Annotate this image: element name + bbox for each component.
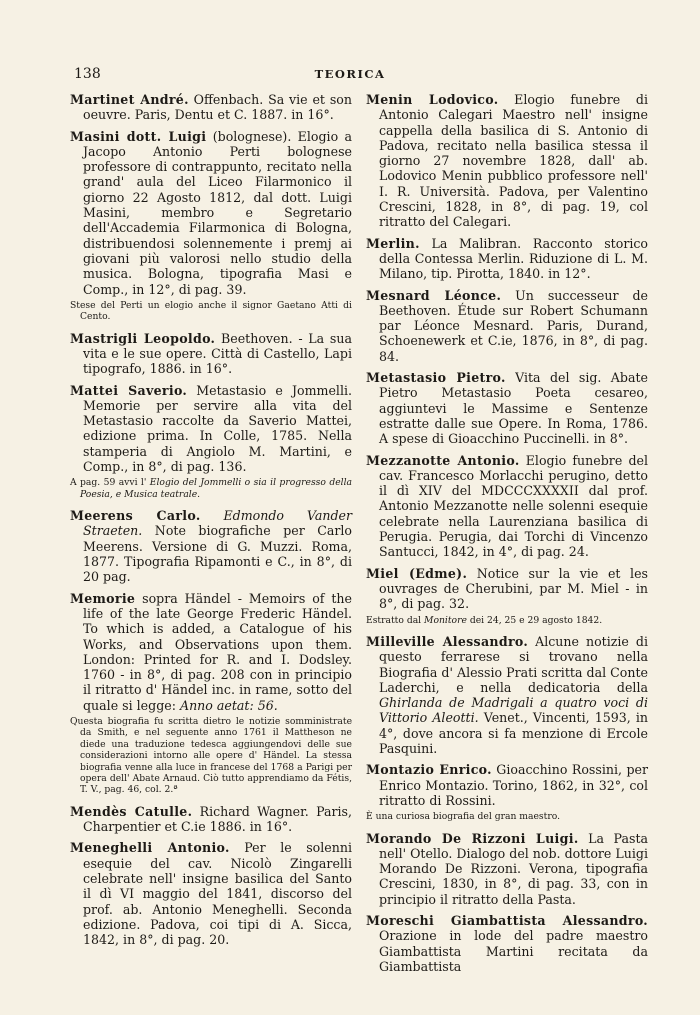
entry-text: Vita del sig. Abate Pietro Metastasio Poeta cesareo, aggiuntevi le Massime e Sentenze estratte dalle sue Opere. In Roma, 1786. A spese di Gioacchino Puccinelli. in 8°. bbox=[379, 370, 648, 447]
running-title: TEORICA bbox=[314, 67, 386, 81]
entry-text: Orazione in lode del padre maestro Giambattista Martini recitata da Giambattista bbox=[379, 928, 648, 974]
bibliography-entry bbox=[366, 634, 648, 756]
bibliography-entry bbox=[70, 383, 352, 475]
bibliography-entry bbox=[366, 913, 648, 974]
entry-text: La Pasta nell' Otello. Dialogo del nob. dottore Luigi Morando De Rizzoni. Verona, tipografia Crescini, 1830, in 8°, di pag. 33, con in principio il ritratto della Pasta. bbox=[379, 830, 649, 907]
bibliography-entry bbox=[366, 831, 648, 907]
right-column bbox=[366, 92, 648, 980]
entry-italic-title: Ghirlanda de Madrigali a quatro voci di Vittorio Aleotti. bbox=[379, 695, 648, 726]
entry-text: Un successeur de Beethoven. Étude sur Robert Schumann par Léonce Mesnard. Paris, Durand, Schoenewerk et C.ie, 1876, in 8°, di pag. 84. bbox=[379, 287, 648, 364]
entry-author: Milleville Alessandro. bbox=[366, 633, 529, 649]
entry-author: Metastasio Pietro. bbox=[366, 370, 506, 386]
entry-text: sopra Händel - Memoirs of the life of the late George Frederic Händel. To which is added, a Catalogue of his Works, and Observations upon them. London: Printed for R. and I. Dodsley. 1760 - in 8°, di pag. 208 con in principio il ritratto d' Händel inc. in rame, sotto del quale si legge: bbox=[83, 590, 352, 713]
entry-text: Notice sur la vie et les ouvrages de Cherubini, par M. Miel - in 8°, di pag. 32. bbox=[379, 565, 648, 612]
note-text: Estratto dal bbox=[366, 614, 425, 626]
entry-italic-author: Edmondo Vander Straeten. bbox=[83, 508, 352, 539]
entry-author: Miel (Edme). bbox=[366, 565, 468, 581]
entry-note bbox=[70, 477, 352, 500]
note-italic-title: Elogio del Jommelli o sia il progresso della Poesia, e Musica teatrale. bbox=[80, 477, 352, 500]
entry-italic-inscription: Anno aetat: 56. bbox=[179, 697, 278, 713]
bibliography-entry bbox=[366, 566, 648, 612]
entry-author: Mesnard Léonce. bbox=[366, 287, 502, 303]
note-text-end: dei 24, 25 e 29 agosto 1842. bbox=[466, 614, 603, 626]
entry-text: Metastasio e Jommelli. Memorie per servire alla vita del Metastasio raccolte da Saverio Mattei, edizione prima. In Colle, 1785. Nella stamperia di Angiolo M. Martini, e Comp., in 8°, di pag. 136. bbox=[83, 382, 352, 475]
note-text: A pag. 59 avvi l' bbox=[70, 477, 150, 489]
entry-text: Note biografiche per Carlo Meerens. Versione di G. Muzzi. Roma, 1877. Tipografia Ripamonti e C., in 8°, di 20 pag. bbox=[83, 523, 352, 585]
entry-author: Mendès Catulle. bbox=[70, 803, 193, 819]
entry-text: Alcune notizie di questo ferrarese si trovano nella Biografia d' Alessio Prati scritta dal Conte Laderchi, e nella dedicatoria della bbox=[379, 633, 648, 695]
entry-author: Morando De Rizzoni Luigi. bbox=[366, 830, 579, 846]
bibliography-entry bbox=[366, 762, 648, 808]
note-italic-title: Monitore bbox=[424, 614, 467, 626]
entry-text: Elogio funebre del cav. Francesco Morlacchi perugino, detto il dì XIV del MDCCCXXXXII dal prof. Antonio Mezzanotte nelle solenni esequie celebrate nella Laurenziana basilica di Perugia. Perugia, dai Torchi di Vincenzo Santucci, 1842, in 4°, di pag. 24. bbox=[379, 452, 648, 560]
entry-text: Per le solenni esequie del cav. Nicolò Zingarelli celebrate nell' insigne basilica del Santo il dì VI maggio del 1841, discorso del prof. ab. Antonio Meneghelli. Seconda edizione. Padova, coi tipi di A. Sicca, 1842, in 8°, di pag. 20. bbox=[83, 840, 352, 948]
entry-text: Beethoven. - La sua vita e le sue opere. Città di Castello, Lapi tipografo, 1886. in 16°. bbox=[83, 330, 352, 377]
bibliography-entry bbox=[70, 331, 352, 377]
bibliography-entry bbox=[70, 591, 352, 713]
bibliography-entry bbox=[366, 236, 648, 282]
bibliography-entry bbox=[366, 370, 648, 446]
entry-author: Menin Lodovico. bbox=[366, 92, 499, 107]
entry-author: Montazio Enrico. bbox=[366, 762, 492, 778]
entry-text-end: Venet., Vincenti, 1593, in 4°, dove ancora si fa menzione di Ercole Pasquini. bbox=[379, 710, 648, 756]
page-number: 138 bbox=[74, 66, 101, 82]
entry-text: La Malibran. Racconto storico della Contessa Merlin. Riduzione di L. M. Milano, tip. Pirotta, 1840. in 12°. bbox=[379, 235, 648, 282]
entry-author: Martinet André. bbox=[70, 92, 189, 107]
bibliography-entry bbox=[70, 92, 352, 123]
entry-note: È una curiosa biografia del gran maestro. bbox=[366, 811, 561, 823]
bibliography-entry bbox=[366, 288, 648, 364]
page-header bbox=[74, 66, 626, 88]
entry-author: Merlin. bbox=[366, 235, 420, 251]
entry-author: Masini dott. Luigi bbox=[70, 128, 207, 144]
entry-author: Mezzanotte Antonio. bbox=[366, 452, 520, 468]
entry-note: Questa biografia fu scritta dietro le notizie somministrate da Smith, e nel seguente anno 1761 il Mattheson ne diede una traduzione tedesca aggiungendovi delle sue considerazioni intorno alle opere d' Händel. La stessa biografia venne alla luce in francese del 1768 a Parigi per opera dell' Abate Arnaud. Ciò tutto apprendiamo da Fétis, T. V., pag. 46, col. 2.ª bbox=[70, 716, 352, 796]
entry-author: Mastrigli Leopoldo. bbox=[70, 330, 216, 346]
entry-author: Memorie bbox=[70, 590, 136, 606]
bibliography-entry bbox=[366, 453, 648, 560]
bibliography-entry bbox=[70, 129, 352, 297]
entry-text: (bolognese). Elogio a Jacopo Antonio Perti bolognese professore di contrappunto, recitato nella grand' aula del Liceo Filarmonico il giorno 22 Agosto 1812, dal dott. Luigi Masini, membro e Segretario dell'Accademia Filarmonica di Bologna, distribuendosi solennemente i premj ai giovani più valorosi nello studio della musica. Bologna, tipografia Masi e Comp., in 12°, di pag. 39. bbox=[83, 128, 352, 297]
entry-note: Stese del Perti un elogio anche il signor Gaetano Atti di Cento. bbox=[70, 299, 352, 323]
bibliography-entry bbox=[70, 840, 352, 947]
entry-text: Elogio funebre di Antonio Calegari Maestro nell' insigne cappella della basilica di S. Antonio di Padova, recitato nella basilica stessa il giorno 27 novembre 1828, dall' ab. Lodovico Menin pubblico professore nell' I. R. Università. Padova, per Valentino Crescini, 1828, in 8°, di pag. 19, col ritratto del Calegari. bbox=[379, 92, 648, 230]
entry-text: Gioacchino Rossini, per Enrico Montazio. Torino, 1862, in 32°, col ritratto di Rossini. bbox=[379, 762, 648, 808]
entry-note bbox=[366, 615, 648, 626]
entry-author: Meerens Carlo. bbox=[70, 508, 201, 524]
entry-author: Meneghelli Antonio. bbox=[70, 840, 230, 856]
bibliography-entry bbox=[70, 804, 352, 835]
entry-author: Moreschi Giambattista Alessandro. bbox=[366, 913, 648, 929]
entry-text: Richard Wagner. Paris, Charpentier et C.ie 1886. in 16°. bbox=[83, 803, 352, 835]
left-column bbox=[70, 92, 352, 954]
entry-text: Offenbach. Sa vie et son oeuvre. Paris, Dentu et C. 1887. in 16°. bbox=[83, 92, 352, 123]
bibliography-entry bbox=[366, 92, 648, 230]
bibliography-entry bbox=[70, 508, 352, 584]
entry-author: Mattei Saverio. bbox=[70, 382, 188, 398]
